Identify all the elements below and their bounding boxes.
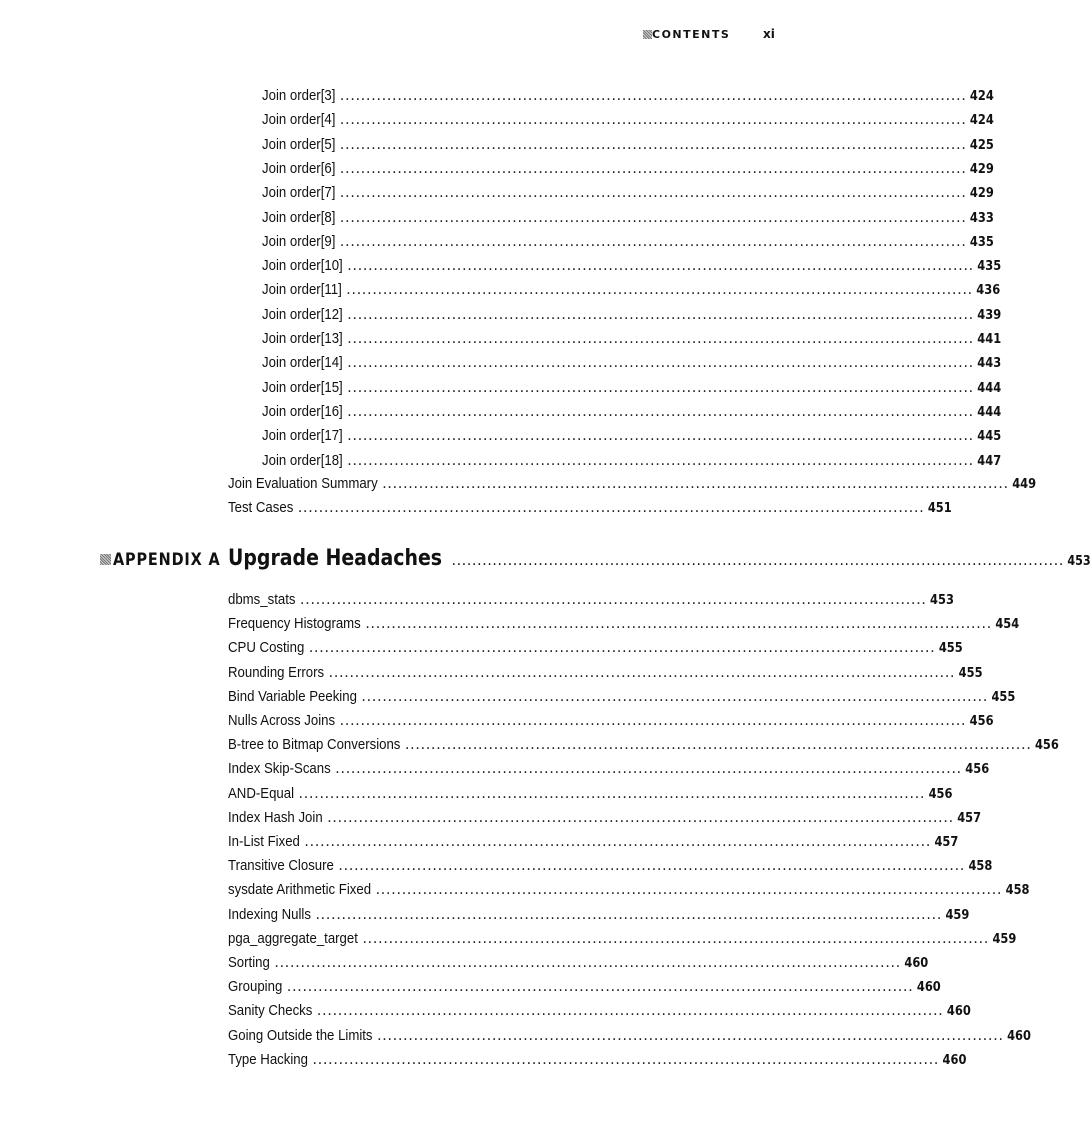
toc-entry-page-number: 456 xyxy=(1034,738,1059,754)
toc-entry-title: Indexing Nulls xyxy=(228,905,311,923)
dot-leader: ........................................................................................................................ xyxy=(452,554,1065,568)
dot-leader: ........................................................................................................................ xyxy=(305,835,932,849)
toc-entry[interactable] xyxy=(262,427,1002,447)
dot-leader: ........................................................................................................................ xyxy=(275,956,902,970)
dot-leader: ........................................................................................................................ xyxy=(348,356,975,371)
dot-leader: ........................................................................................................................ xyxy=(340,113,968,128)
dot-leader: ........................................................................................................................ xyxy=(309,641,937,656)
toc-entry-title: Sorting xyxy=(228,954,270,971)
dot-leader: ........................................................................................................................ xyxy=(340,161,968,176)
toc-entry[interactable] xyxy=(262,378,1002,399)
toc-entry[interactable] xyxy=(228,784,953,805)
appendix-page-number: 453 xyxy=(1067,554,1091,569)
appendix-label: APPENDIX A xyxy=(113,550,221,570)
toc-entry-page-number: 460 xyxy=(1007,1028,1031,1044)
page-folio: xi xyxy=(763,27,775,41)
dot-leader: ........................................................................................................................ xyxy=(329,665,957,680)
toc-entry[interactable] xyxy=(228,1026,1031,1047)
toc-entry[interactable] xyxy=(262,257,1002,277)
toc-entry[interactable] xyxy=(262,402,1002,423)
toc-entry-page-number: 435 xyxy=(969,234,994,250)
dot-leader: ........................................................................................................................ xyxy=(336,762,963,777)
toc-entry-page-number: 460 xyxy=(946,1004,971,1020)
toc-entry-page-number: 460 xyxy=(904,956,929,971)
dot-leader: ........................................................................................................................ xyxy=(363,931,990,946)
dot-leader: ........................................................................................................................ xyxy=(376,883,1003,898)
toc-entry-page-number: 456 xyxy=(928,786,953,802)
toc-entry-title: Join order[7] xyxy=(262,184,336,202)
dot-leader: ........................................................................................................................ xyxy=(340,137,968,152)
toc-entry-title: Join order[18] xyxy=(262,451,343,469)
dot-leader: ........................................................................................................................ xyxy=(348,307,975,322)
dot-leader: ........................................................................................................................ xyxy=(366,617,993,632)
toc-entry-title: In-List Fixed xyxy=(228,833,300,850)
dot-leader: ........................................................................................................................ xyxy=(362,689,989,704)
toc-entry[interactable] xyxy=(262,354,1002,374)
toc-entry[interactable] xyxy=(228,1002,971,1022)
dot-leader: ........................................................................................................................ xyxy=(299,786,926,801)
dot-leader: ........................................................................................................................ xyxy=(340,186,968,201)
appendix-marker-icon xyxy=(100,554,111,565)
toc-entry[interactable] xyxy=(228,833,959,853)
dot-leader: ........................................................................................................................ xyxy=(347,283,974,298)
toc-entry[interactable] xyxy=(262,281,1001,301)
toc-entry[interactable] xyxy=(228,687,1016,708)
toc-entry-page-number: 460 xyxy=(916,980,941,996)
dot-leader: ........................................................................................................................ xyxy=(348,453,975,468)
toc-entry[interactable] xyxy=(262,208,994,229)
dot-leader: ........................................................................................................................ xyxy=(348,332,975,346)
toc-entry-page-number: 459 xyxy=(992,931,1017,947)
dot-leader: ........................................................................................................................ xyxy=(377,1028,1005,1043)
toc-entry-page-number: 456 xyxy=(965,762,990,778)
toc-entry-page-number: 436 xyxy=(976,283,1001,299)
toc-entry-page-number: 453 xyxy=(930,593,954,608)
toc-entry[interactable] xyxy=(228,499,952,519)
toc-entry[interactable] xyxy=(228,1050,967,1071)
dot-leader: ........................................................................................................................ xyxy=(317,1004,945,1019)
toc-entry-page-number: 433 xyxy=(969,210,994,226)
toc-entry-page-number: 444 xyxy=(977,404,1002,420)
toc-entry-title: sysdate Arithmetic Fixed xyxy=(228,881,372,899)
toc-entry[interactable] xyxy=(228,712,994,732)
appendix-title: Upgrade Headaches xyxy=(228,546,443,571)
dot-leader: ........................................................................................................................ xyxy=(313,1052,940,1067)
toc-entry-title: Type Hacking xyxy=(228,1050,308,1068)
toc-entry-title: Grouping xyxy=(228,978,283,996)
toc-entry-title: Rounding Errors xyxy=(228,663,325,681)
toc-entry[interactable] xyxy=(228,591,954,611)
appendix-heading xyxy=(0,546,1091,574)
toc-entry[interactable] xyxy=(228,615,1020,635)
dot-leader: ........................................................................................................................ xyxy=(287,980,915,995)
toc-entry-title: Join order[17] xyxy=(262,427,343,445)
toc-entry-title: Join Evaluation Summary xyxy=(228,475,378,492)
toc-entry-title: Join order[8] xyxy=(262,208,336,226)
dot-leader: ........................................................................................................................ xyxy=(348,259,975,274)
toc-entry[interactable] xyxy=(228,881,1030,901)
toc-entry[interactable] xyxy=(228,857,993,877)
toc-entry-title: Join order[12] xyxy=(262,305,343,323)
toc-entry-title: Join order[15] xyxy=(262,378,343,396)
toc-entry-title: Join order[16] xyxy=(262,402,343,420)
toc-entry[interactable] xyxy=(262,330,1002,350)
toc-entry-title: Join order[9] xyxy=(262,232,336,250)
toc-entry-page-number: 460 xyxy=(942,1052,967,1068)
toc-entry[interactable] xyxy=(262,87,994,107)
toc-entry[interactable] xyxy=(228,760,990,780)
toc-entry-page-number: 455 xyxy=(938,641,963,657)
toc-entry-title: Join order[13] xyxy=(262,330,343,347)
appendix-title-line[interactable] xyxy=(228,546,1091,574)
dot-leader: ........................................................................................................................ xyxy=(340,234,968,249)
toc-entry-page-number: 447 xyxy=(977,453,1002,469)
toc-entry[interactable] xyxy=(262,184,994,204)
toc-entry-page-number: 459 xyxy=(945,907,970,923)
toc-entry[interactable] xyxy=(228,954,929,974)
toc-entry-page-number: 455 xyxy=(991,689,1016,705)
section-marker-icon xyxy=(643,30,652,39)
toc-entry-page-number: 454 xyxy=(995,617,1020,633)
dot-leader: ........................................................................................................................ xyxy=(300,593,928,607)
toc-entry[interactable] xyxy=(262,232,994,253)
toc-entry-title: Frequency Histograms xyxy=(228,615,361,633)
toc-entry[interactable] xyxy=(228,639,963,659)
toc-entry-page-number: 449 xyxy=(1012,477,1037,492)
toc-entry-page-number: 445 xyxy=(977,429,1002,445)
toc-entry-title: Index Skip-Scans xyxy=(228,760,331,778)
toc-entry-page-number: 451 xyxy=(927,501,952,516)
toc-entry-page-number: 455 xyxy=(958,665,983,681)
toc-entry[interactable] xyxy=(262,305,1002,326)
dot-leader: ........................................................................................................................ xyxy=(327,810,955,825)
toc-entry-page-number: 457 xyxy=(934,835,959,850)
toc-entry-page-number: 444 xyxy=(977,380,1002,396)
dot-leader: ........................................................................................................................ xyxy=(316,907,943,922)
toc-entry-title: Test Cases xyxy=(228,499,294,516)
toc-entry-page-number: 443 xyxy=(977,356,1002,372)
toc-entry-title: Index Hash Join xyxy=(228,808,323,826)
toc-entry[interactable] xyxy=(262,111,994,131)
toc-entry-page-number: 439 xyxy=(977,307,1002,323)
dot-leader: ........................................................................................................................ xyxy=(340,89,968,103)
toc-entry-title: Join order[6] xyxy=(262,159,336,177)
toc-entry[interactable] xyxy=(228,929,1017,950)
toc-entry-title: Join order[3] xyxy=(262,87,336,104)
toc-entry-title: pga_aggregate_target xyxy=(228,929,358,947)
toc-entry-title: B-tree to Bitmap Conversions xyxy=(228,736,401,754)
toc-entry-page-number: 458 xyxy=(1005,883,1030,899)
dot-leader: ........................................................................................................................ xyxy=(340,210,968,225)
toc-entry-title: Bind Variable Peeking xyxy=(228,687,357,705)
toc-entry-title: Join order[4] xyxy=(262,111,336,129)
toc-entry-page-number: 425 xyxy=(969,137,994,153)
toc-entry[interactable] xyxy=(262,135,994,156)
toc-entry-page-number: 458 xyxy=(968,859,993,875)
dot-leader: ........................................................................................................................ xyxy=(382,477,1010,491)
toc-entry-title: Join order[14] xyxy=(262,354,343,372)
toc-entry[interactable] xyxy=(262,159,994,180)
toc-entry[interactable] xyxy=(228,736,1059,756)
dot-leader: ........................................................................................................................ xyxy=(405,738,1033,753)
dot-leader: ........................................................................................................................ xyxy=(298,501,926,515)
dot-leader: ........................................................................................................................ xyxy=(339,859,966,874)
toc-entry[interactable] xyxy=(228,905,970,926)
toc-entry-page-number: 441 xyxy=(977,332,1002,347)
toc-entry-page-number: 456 xyxy=(969,714,994,729)
toc-entry-title: Sanity Checks xyxy=(228,1002,313,1020)
toc-entry[interactable] xyxy=(228,808,982,829)
toc-entry[interactable] xyxy=(228,475,1037,495)
toc-entry[interactable] xyxy=(262,451,1002,472)
toc-entry-page-number: 457 xyxy=(957,810,982,826)
toc-entry-title: CPU Costing xyxy=(228,639,305,657)
running-head-label: CONTENTS xyxy=(652,28,731,41)
toc-entry[interactable] xyxy=(228,663,983,684)
dot-leader: ........................................................................................................................ xyxy=(348,380,975,395)
toc-entry-page-number: 435 xyxy=(977,259,1002,275)
dot-leader: ........................................................................................................................ xyxy=(348,404,975,419)
toc-entry-title: Join order[5] xyxy=(262,135,336,153)
dot-leader: ........................................................................................................................ xyxy=(340,714,968,728)
toc-entry-title: Transitive Closure xyxy=(228,857,334,875)
toc-entry-title: Going Outside the Limits xyxy=(228,1026,373,1044)
dot-leader: ........................................................................................................................ xyxy=(348,429,975,444)
toc-entry-title: dbms_stats xyxy=(228,591,296,608)
toc-entry-title: AND-Equal xyxy=(228,784,295,802)
toc-entry-page-number: 429 xyxy=(969,186,994,202)
toc-entry[interactable] xyxy=(228,978,941,998)
toc-entry-page-number: 429 xyxy=(969,161,994,177)
toc-entry-title: Join order[10] xyxy=(262,257,343,275)
toc-entry-title: Nulls Across Joins xyxy=(228,712,336,729)
toc-entry-page-number: 424 xyxy=(969,89,994,104)
toc-entry-title: Join order[11] xyxy=(262,281,342,299)
running-head xyxy=(0,28,816,44)
toc-entry-page-number: 424 xyxy=(969,113,994,129)
